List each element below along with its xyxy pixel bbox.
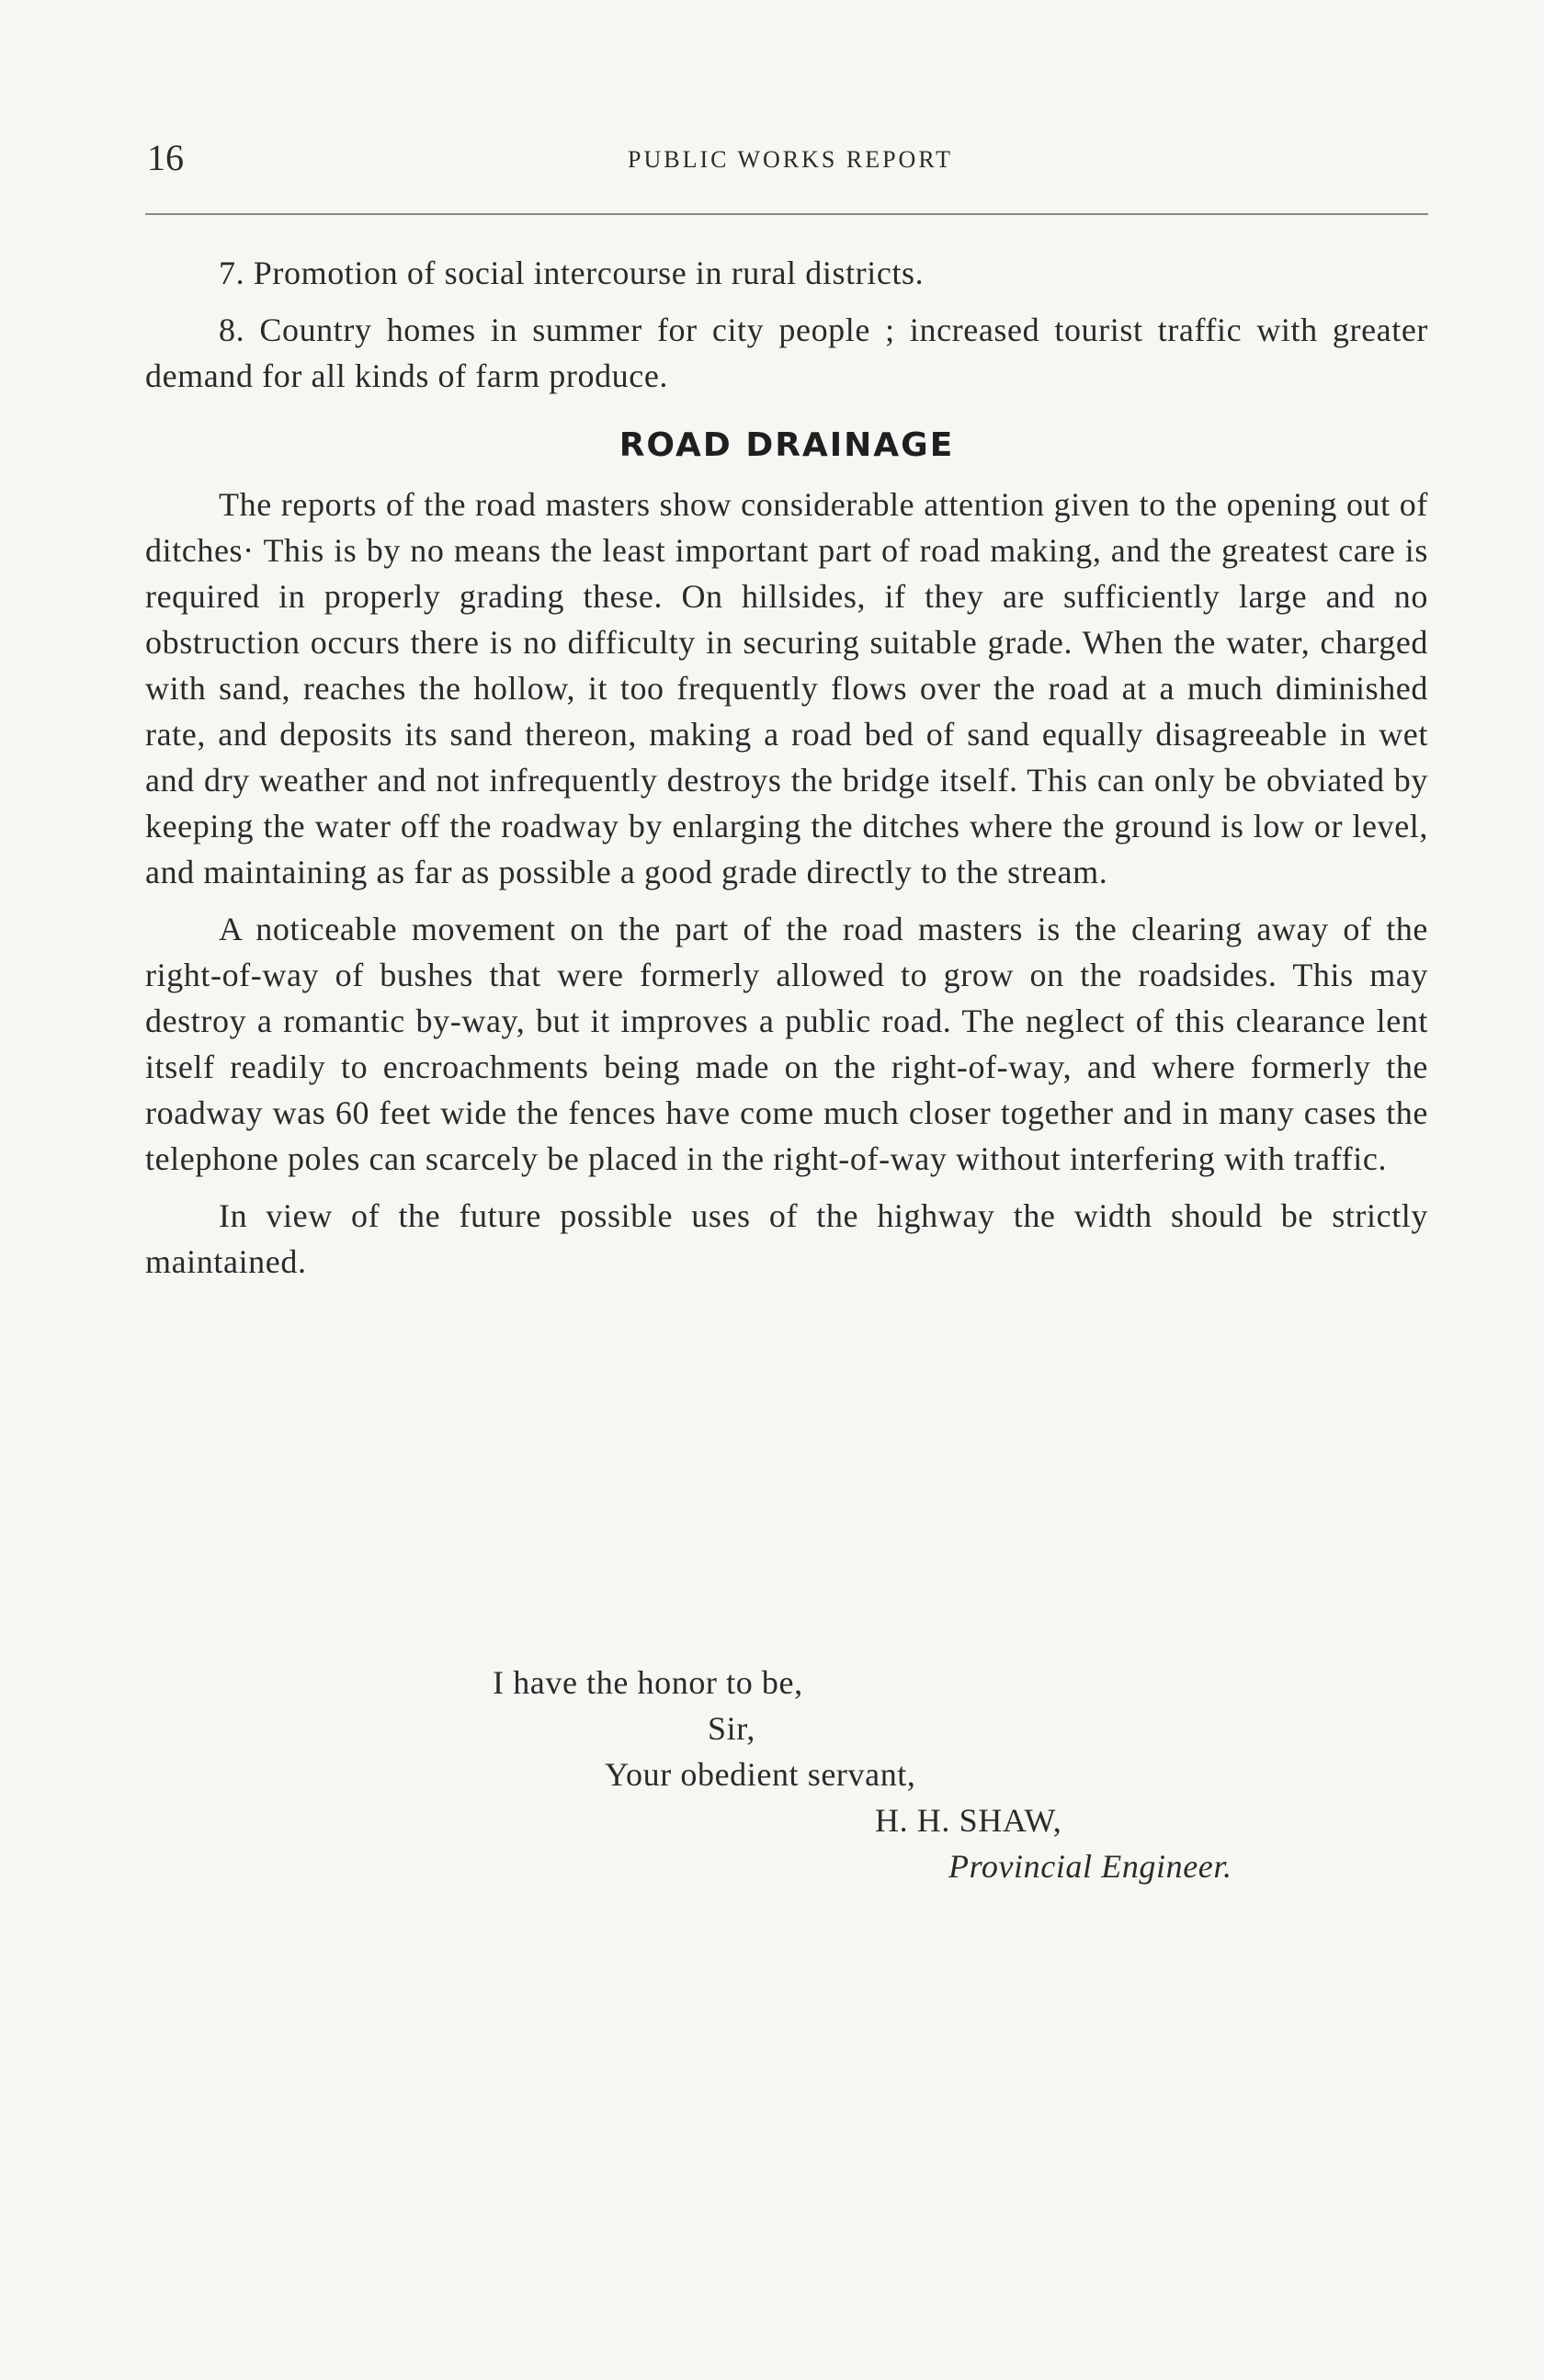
list-item: 7. Promotion of social intercourse in rural districts. [219,255,925,291]
running-head: PUBLIC WORKS REPORT [627,146,953,173]
salutation: Sir, [708,1710,755,1747]
header-divider [145,213,1428,215]
body-text [145,250,1428,1285]
paragraph: A noticeable movement on the part of the road masters is the clearing away of the right-of-way of bushes that were formerly allowed to grow on the roadsides. This may destroy a romantic by-way, but it improves a public road. The neglect of this clearance lent itself readily to encroachments being made on the right-of-way, and where formerly the roadway was 60 feet wide the fences have come much closer together and in many cases the telephone poles can scarcely be placed in the right-of-way without interfering with traffic. [145,911,1428,1177]
page-header [147,138,1434,184]
signature-title: Provincial Engineer. [948,1848,1232,1885]
section-heading: ROAD DRAINAGE [619,426,955,464]
page-number: 16 [147,137,184,178]
paragraph: The reports of the road masters show considerable attention given to the opening out of ditches· This is by no means the least important part of road making, and the greatest care is required in properly grading these. On hillsides, if they are sufficiently large and no obstruction occurs there is no difficulty in securing suitable grade. When the water, charged with sand, reaches the hollow, it too frequently flows over the road at a much diminished rate, and deposits its sand thereon, making a road bed of sand equally disagreeable in wet and dry weather and not infrequently destroys the bridge itself. This can only be obviated by keeping the water off the roadway by enlarging the ditches where the ground is low or level, and maintaining as far as possible a good grade directly to the stream. [145,486,1428,890]
signature-name: H. H. SHAW, [875,1802,1062,1839]
closing-line: I have the honor to be, [493,1664,803,1701]
list-item: 8. Country homes in summer for city people ; increased tourist traffic with greater demand for all kinds of farm produce. [145,312,1428,394]
closing-line: Your obedient servant, [605,1756,916,1793]
paragraph: In view of the future possible uses of the highway the width should be strictly maintained. [145,1197,1428,1280]
